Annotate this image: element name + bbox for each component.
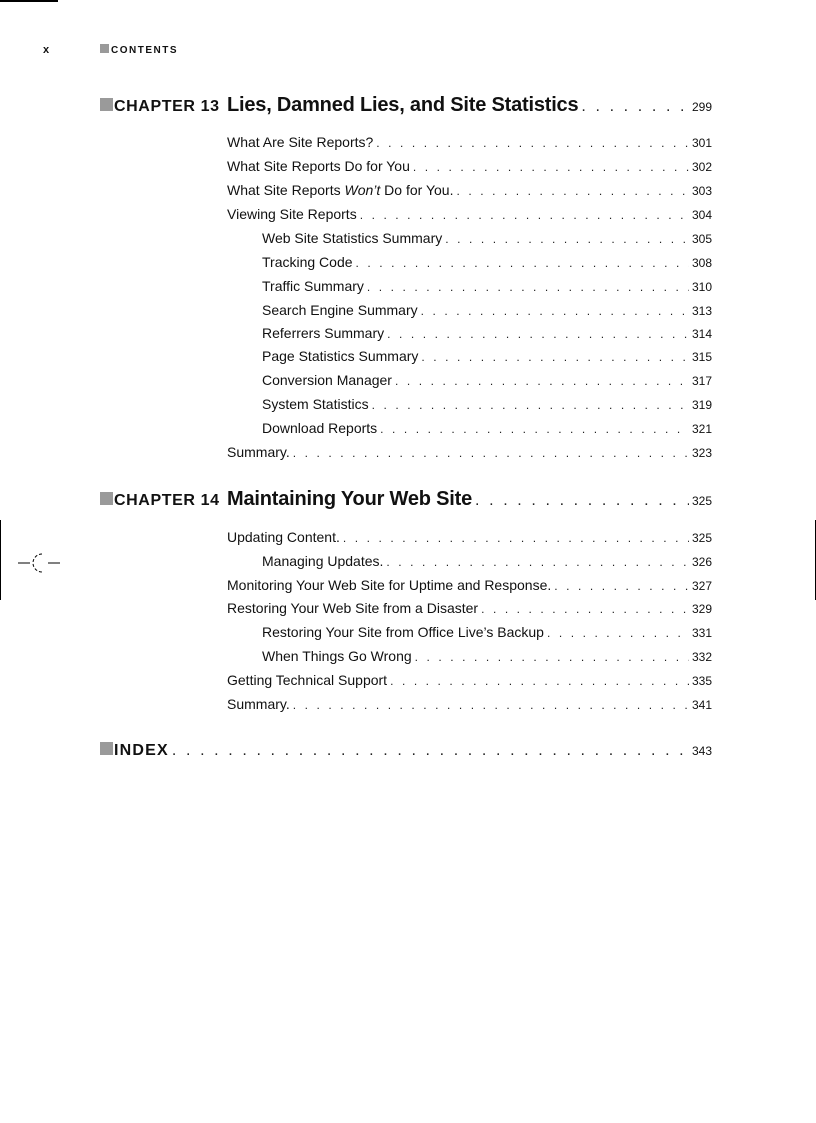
- toc-entry-title: Download Reports: [262, 420, 378, 436]
- page-number: 326: [691, 555, 712, 569]
- dot-leader: [343, 531, 689, 545]
- toc-entry-title: Restoring Your Web Site from a Disaster: [227, 600, 479, 616]
- toc-entry[interactable]: [227, 696, 712, 716]
- toc-entry-title: Summary.: [227, 444, 290, 460]
- page-number: 313: [691, 304, 712, 318]
- dot-leader: [293, 446, 689, 460]
- page-number: 341: [691, 698, 712, 712]
- running-head-label: CONTENTS: [100, 44, 178, 56]
- toc-subentry[interactable]: [262, 230, 712, 250]
- page-number: 325: [691, 531, 712, 545]
- dot-leader: [387, 327, 689, 341]
- toc-entry-title: Conversion Manager: [262, 372, 392, 388]
- toc-entry-title: Restoring Your Site from Office Live’s Backup: [262, 624, 544, 640]
- toc-subentry[interactable]: [262, 372, 712, 392]
- chapter-title: Lies, Damned Lies, and Site Statistics: [227, 94, 579, 116]
- dot-leader: [581, 98, 689, 116]
- emphasis-word: Won’t: [344, 182, 381, 198]
- dot-leader: [356, 256, 689, 270]
- page-number: 331: [691, 626, 712, 640]
- toc-entry-title: Updating Content.: [227, 529, 340, 545]
- page-number: 329: [691, 602, 712, 616]
- dot-leader: [481, 602, 689, 616]
- chapter-title-entry[interactable]: [227, 94, 712, 117]
- page-number: 323: [691, 446, 712, 460]
- page-number: 302: [691, 160, 712, 174]
- page-number: 332: [691, 650, 712, 664]
- page-number: 305: [691, 232, 712, 246]
- dot-leader: [554, 579, 689, 593]
- dot-leader: [376, 136, 689, 150]
- dot-leader: [293, 698, 689, 712]
- square-bullet-icon: [100, 492, 113, 505]
- toc-entry[interactable]: [227, 206, 712, 226]
- registration-mark-icon: [18, 551, 60, 575]
- dot-leader: [445, 232, 689, 246]
- toc-subentry[interactable]: [262, 254, 712, 274]
- dot-leader: [456, 184, 689, 198]
- crop-mark: [0, 0, 58, 2]
- page-number: 310: [691, 280, 712, 294]
- running-head: [0, 44, 816, 60]
- toc-entry[interactable]: [227, 577, 712, 597]
- dot-leader: [421, 350, 689, 364]
- toc-entry-title: Tracking Code: [262, 254, 353, 270]
- toc-entry[interactable]: [227, 134, 712, 154]
- toc-subentry[interactable]: [262, 348, 712, 368]
- dot-leader: [395, 374, 689, 388]
- page-number: 315: [691, 350, 712, 364]
- page-number: 303: [691, 184, 712, 198]
- page-number: 321: [691, 422, 712, 436]
- page-number: 308: [691, 256, 712, 270]
- page-number: 327: [691, 579, 712, 593]
- toc-entry-title: Referrers Summary: [262, 325, 385, 341]
- page-number: 301: [691, 136, 712, 150]
- page-number: 299: [691, 100, 712, 114]
- dot-leader: [172, 742, 689, 760]
- toc-entry-title: What Are Site Reports?: [227, 134, 374, 150]
- dot-leader: [415, 650, 689, 664]
- toc-entry-title: Summary.: [227, 696, 290, 712]
- toc-entry-title: What Site Reports Won’t Do for You.: [227, 182, 454, 198]
- toc-subentry[interactable]: [262, 325, 712, 345]
- toc-subentry[interactable]: [262, 624, 712, 644]
- toc-entry-title: Search Engine Summary: [262, 302, 418, 318]
- chapter-label: CHAPTER 14: [100, 492, 220, 510]
- toc-entry[interactable]: [227, 672, 712, 692]
- toc-subentry[interactable]: [262, 648, 712, 668]
- toc-subentry[interactable]: [262, 302, 712, 322]
- dot-leader: [372, 398, 689, 412]
- chapter-title-entry[interactable]: [227, 488, 712, 511]
- toc-entry[interactable]: [227, 158, 712, 178]
- dot-leader: [380, 422, 689, 436]
- toc-entry-title: Page Statistics Summary: [262, 348, 419, 364]
- toc-entry[interactable]: [227, 182, 712, 202]
- toc-entry-title: Managing Updates.: [262, 553, 384, 569]
- index-entry[interactable]: [100, 742, 712, 760]
- page-folio: x: [43, 44, 50, 56]
- trim-rule-left: [0, 520, 1, 600]
- page-number: 317: [691, 374, 712, 388]
- toc-subentry[interactable]: [262, 553, 712, 573]
- toc-entry-title: When Things Go Wrong: [262, 648, 412, 664]
- chapter-label: CHAPTER 13: [100, 98, 220, 116]
- dot-leader: [360, 208, 689, 222]
- dot-leader: [547, 626, 689, 640]
- toc-entry-title: What Site Reports Do for You: [227, 158, 410, 174]
- toc-entry-title: Traffic Summary: [262, 278, 364, 294]
- dot-leader: [475, 492, 689, 510]
- index-label: INDEX: [100, 742, 169, 760]
- toc-subentry[interactable]: [262, 278, 712, 298]
- toc-entry-title: Getting Technical Support: [227, 672, 388, 688]
- toc-entry-title: Monitoring Your Web Site for Uptime and Response.: [227, 577, 552, 593]
- chapter-title: Maintaining Your Web Site: [227, 488, 473, 510]
- square-bullet-icon: [100, 98, 113, 111]
- page-number: 314: [691, 327, 712, 341]
- dot-leader: [367, 280, 689, 294]
- page-number: 304: [691, 208, 712, 222]
- page-number: 319: [691, 398, 712, 412]
- dot-leader: [390, 674, 689, 688]
- page-number: 343: [691, 744, 712, 758]
- dot-leader: [413, 160, 689, 174]
- toc-entry[interactable]: [227, 529, 712, 549]
- square-bullet-icon: [100, 44, 109, 53]
- toc-subentry[interactable]: [262, 396, 712, 416]
- toc-subentry[interactable]: [262, 420, 712, 440]
- dot-leader: [386, 555, 689, 569]
- toc-entry-title: Viewing Site Reports: [227, 206, 357, 222]
- toc-entry-title: System Statistics: [262, 396, 369, 412]
- page-number: 325: [691, 494, 712, 508]
- square-bullet-icon: [100, 742, 113, 755]
- page-number: 335: [691, 674, 712, 688]
- dot-leader: [421, 304, 689, 318]
- toc-entry[interactable]: [227, 444, 712, 464]
- toc-entry[interactable]: [227, 600, 712, 620]
- toc-entry-title: Web Site Statistics Summary: [262, 230, 443, 246]
